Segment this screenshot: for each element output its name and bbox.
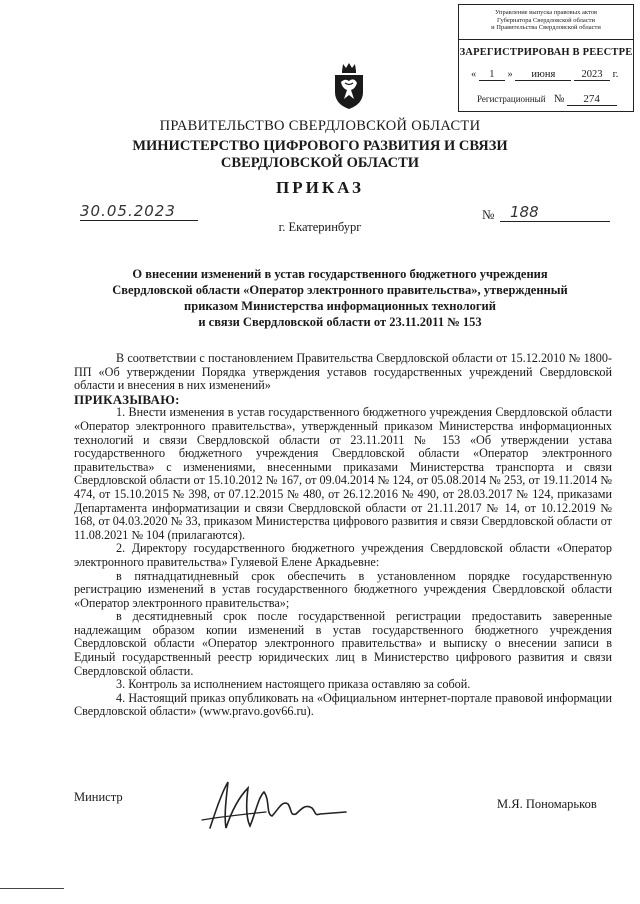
- ministry-title: [0, 138, 640, 172]
- heading-line2: Свердловской области «Оператор электронного правительства», утвержденный: [112, 283, 568, 297]
- order-word: ПРИКАЗЫВАЮ:: [74, 391, 180, 407]
- item-4-paragraph: 4. Настоящий приказ опубликовать на «Официальном интернет-портале правовой информации Свердловской области» (www.pravo.gov66.ru).: [74, 690, 612, 719]
- registration-stamp: [458, 4, 634, 112]
- stamp-number-row: [459, 93, 633, 106]
- stamp-header: [459, 5, 633, 40]
- item-2-paragraph: 2. Директору государственного бюджетного учреждения Свердловской области «Оператор электронного правительства» Гуляевой Елене Аркадьевне:: [74, 541, 612, 569]
- heading-line1: О внесении изменений в устав государственного бюджетного учреждения: [132, 267, 548, 281]
- signer-role: Министр: [74, 790, 123, 804]
- government-title: ПРАВИТЕЛЬСТВО СВЕРДЛОВСКОЙ ОБЛАСТИ: [159, 118, 481, 134]
- footer-divider: [0, 888, 64, 889]
- item-2a-paragraph: в пятнадцатидневный срок обеспечить в установленном порядке государственную регистрацию изменений в устав государственного бюджетного учреждения Свердловской области «Оператор электронного правительства»;: [74, 568, 612, 610]
- ministry-title-line1: МИНИСТЕРСТВО ЦИФРОВОГО РАЗВИТИЯ И СВЯЗИ: [132, 138, 508, 154]
- preamble-paragraph: В соответствии с постановлением Правительства Свердловской области от 15.12.2010 № 1800-ПП «Об утверждении Порядка утверждения уставов государственных учреждений Свердловской области и внесения в них изменений»: [74, 351, 612, 393]
- stamp-header-line1: Управление выпуска правовых актов: [494, 9, 598, 16]
- ministry-title-line2: СВЕРДЛОВСКОЙ ОБЛАСТИ: [220, 155, 420, 171]
- number-sign: №: [482, 207, 495, 222]
- item-1-paragraph: 1. Внести изменения в устав государственного бюджетного учреждения Свердловской области «Оператор электронного правительства», утвержденный приказом Министерства информационных технологий и связи Свердловской области от 23.11.2011 № 153 «Об утверждении устава государственного бюджетного учреждения Свердловской области «Оператор электронного правительства» с изменениями, внесенными приказами Министерства транспорта и связи Свердловской области от 15.10.2012 № 167, от 09.04.2014 № 124, от 05.08.2014 № 253, от 19.11.2014 № 474, от 15.10.2015 № 398, от 07.12.2015 № 480, от 26.12.2016 № 490, от 28.03.2017 № 124, приказами Департамента информатизации и связи Свердловской области от 21.11.2017 № 14, от 10.12.2019 № 168, от 04.03.2020 № 33, приказом Министерства цифрового развития и связи Свердловской области от 11.08.2021 № 104 (прилагаются).: [74, 405, 612, 542]
- heading-line3: приказом Министерства информационных технологий: [184, 299, 496, 313]
- stamp-registered-label: ЗАРЕГИСТРИРОВАН В РЕЕСТРЕ: [459, 47, 633, 58]
- signer-name: М.Я. Пономарьков: [497, 797, 597, 811]
- item-2b-paragraph: в десятидневный срок после государственной регистрации предоставить заверенные надлежащим образом копии изменений в устав государственного бюджетного учреждения Свердловской области «Оператор электронного правительства» и выписку о внесении записи в Единый государственный реестр юридических лиц в Министерство цифрового развития и связи Свердловской области.: [74, 609, 612, 678]
- handwritten-number: 188: [500, 203, 610, 222]
- stamp-quote-close: »: [507, 69, 513, 80]
- stamp-year: 2023: [574, 69, 610, 81]
- order-heading: [90, 266, 590, 330]
- handwritten-date: 30.05.2023: [80, 202, 198, 221]
- stamp-number-sign: №: [553, 93, 565, 105]
- stamp-date: [459, 69, 633, 81]
- stamp-header-line2: Губернатора Свердловской области: [496, 16, 596, 24]
- stamp-quote-open: «: [471, 69, 477, 80]
- stamp-month: июня: [515, 69, 571, 81]
- city: г. Екатеринбург: [278, 220, 362, 234]
- coat-of-arms-icon: [332, 62, 366, 110]
- stamp-number: 274: [567, 93, 617, 106]
- stamp-header-line3: и Правительства Свердловской области: [491, 24, 601, 31]
- document-body: [74, 352, 612, 719]
- document-type: ПРИКАЗ: [276, 178, 364, 197]
- stamp-day: 1: [479, 69, 505, 81]
- item-3-paragraph: 3. Контроль за исполнением настоящего приказа оставляю за собой.: [116, 677, 471, 692]
- heading-line4: и связи Свердловской области от 23.11.2011 № 153: [198, 315, 482, 329]
- stamp-number-label: Регистрационный: [477, 94, 546, 104]
- handwritten-signature: [196, 770, 356, 840]
- stamp-year-suffix: г.: [612, 69, 619, 80]
